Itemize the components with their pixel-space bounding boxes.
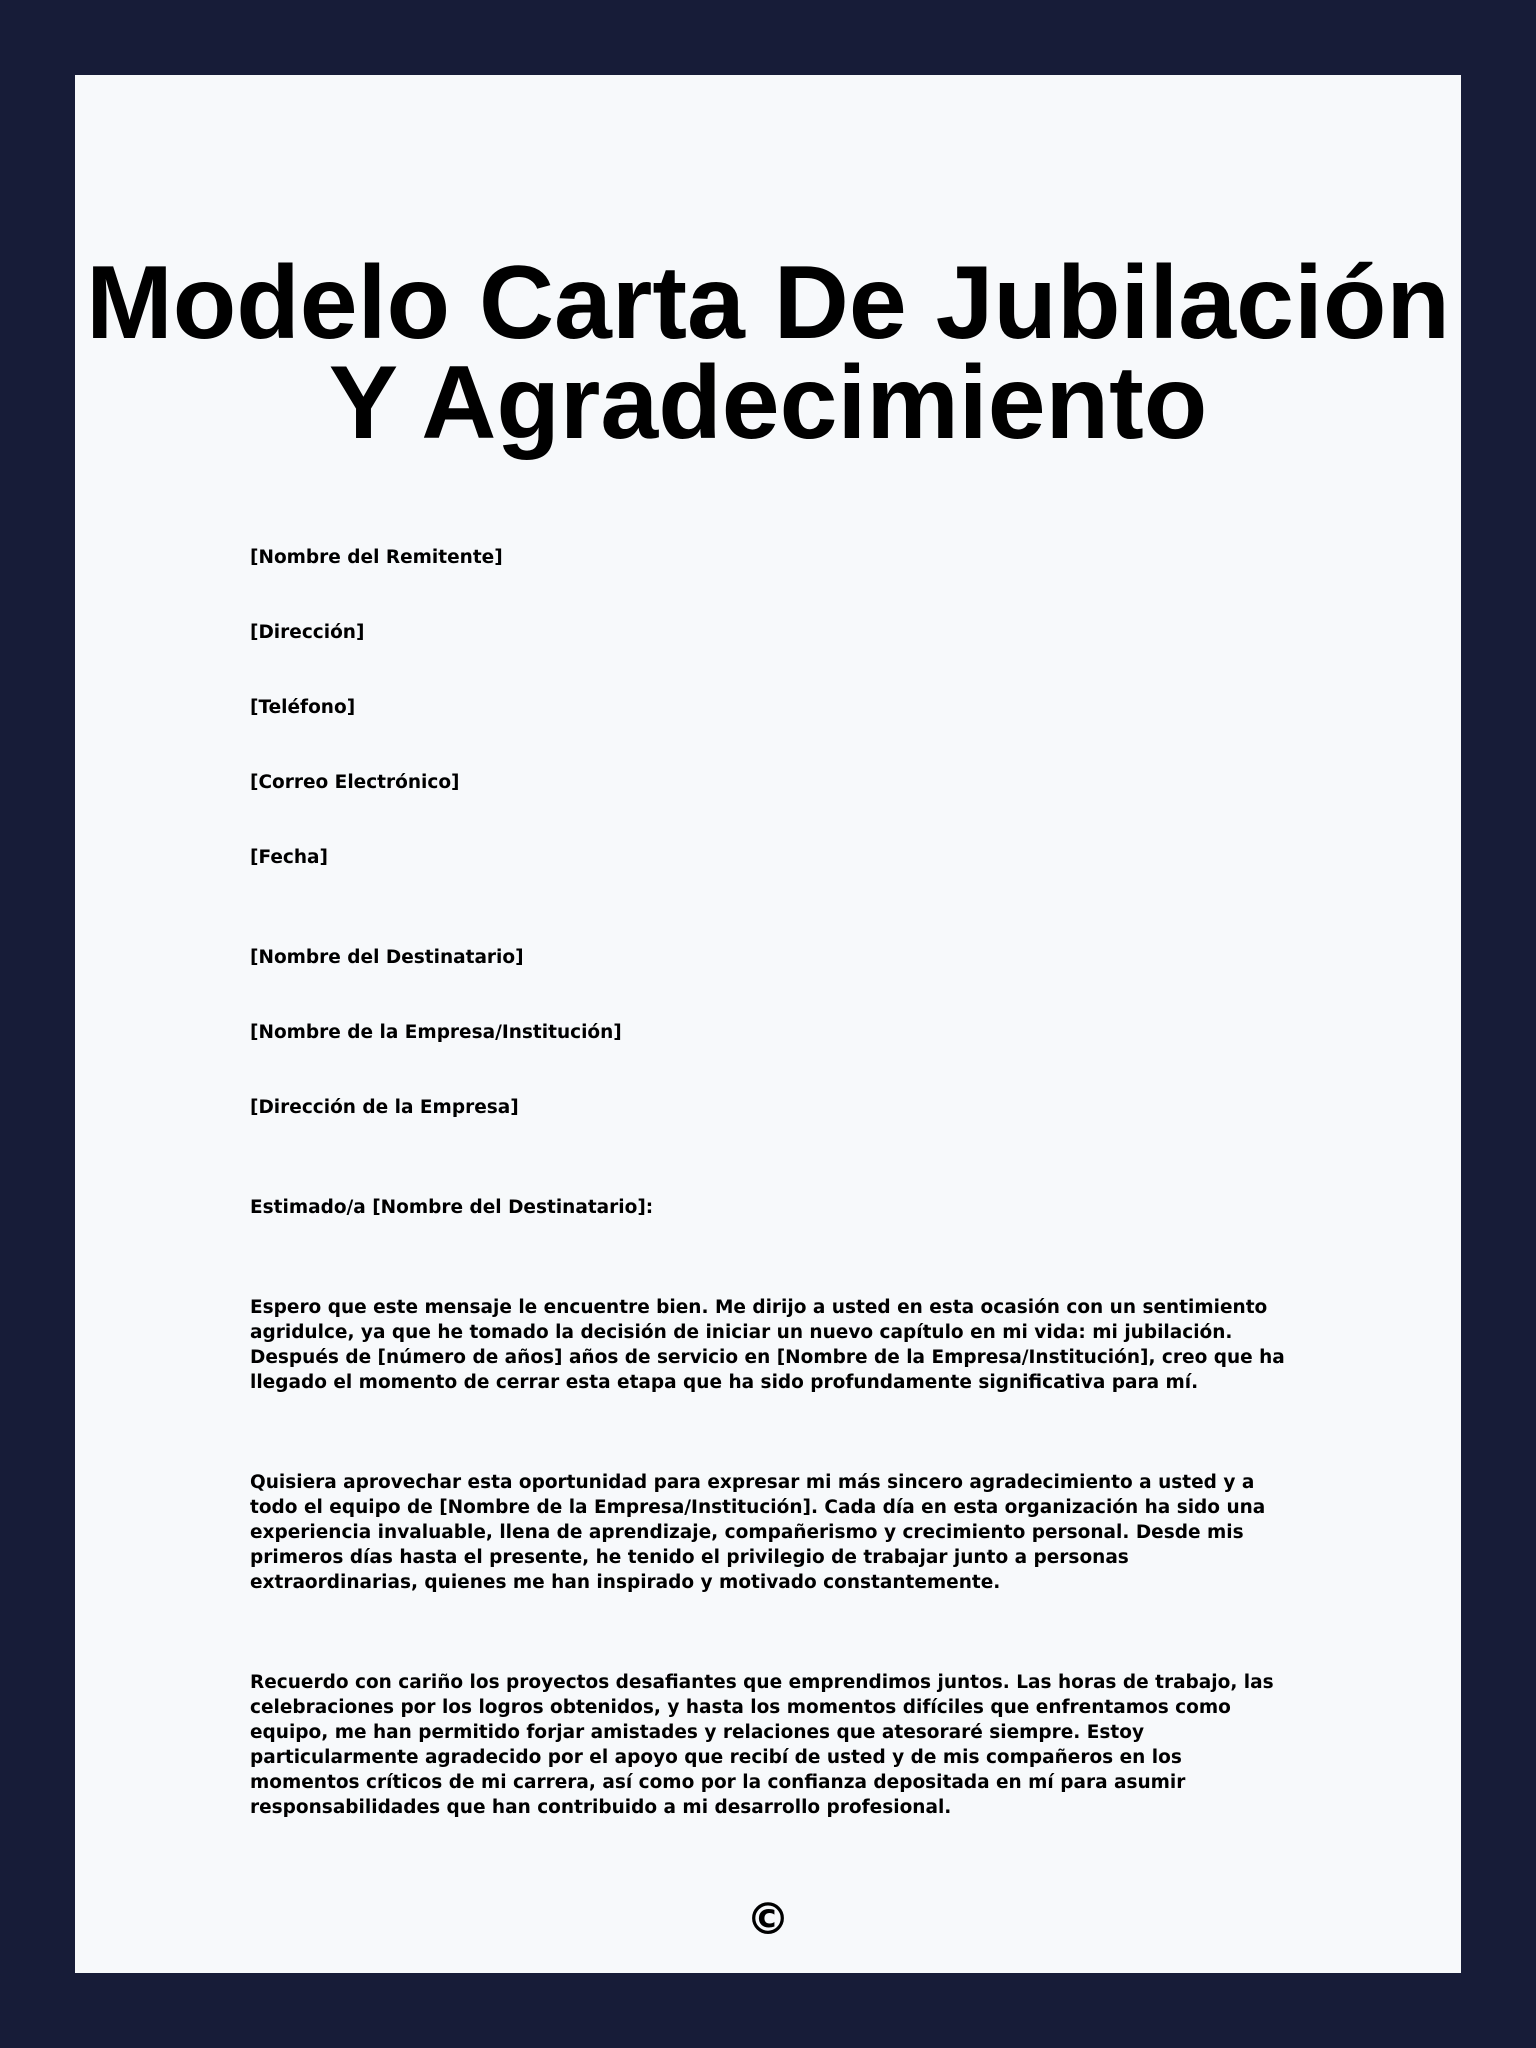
letter-body: [250, 545, 1290, 1895]
body-paragraph-1: Espero que este mensaje le encuentre bien. Me dirijo a usted en esta ocasión con un sentimiento agridulce, ya que he tomado la decisión de iniciar un nuevo capítulo en mi vida: mi jubilación. Después de [número de años] años de servicio en [Nombre de la Empresa/Institución], creo que ha llegado el momento de cerrar esta etapa que ha sido profundamente significativa para mí.: [250, 1297, 1285, 1393]
sender-phone: [Teléfono]: [250, 697, 356, 718]
letter-page: [75, 75, 1461, 1973]
page-title: Modelo Carta De Jubilación Y Agradecimiento: [86, 245, 1450, 461]
sender-address: [Dirección]: [250, 622, 365, 643]
recipient-address: [Dirección de la Empresa]: [250, 1097, 519, 1118]
greeting: Estimado/a [Nombre del Destinatario]:: [250, 1197, 654, 1218]
body-paragraph-3: Recuerdo con cariño los proyectos desafiantes que emprendimos juntos. Las horas de trabajo, las celebraciones por los logros obtenidos, y hasta los momentos difíciles que enfrentamos como equipo, me han permitido forjar amistades y relaciones que atesoraré siempre. Estoy particularmente agradecido por el apoyo que recibí de usted y de mis compañeros en los momentos críticos de mi carrera, así como por la confianza depositada en mí para asumir responsabilidades que han contribuido a mi desarrollo profesional.: [250, 1672, 1274, 1818]
copyright-icon: ©: [746, 1894, 790, 1945]
letter-date: [Fecha]: [250, 847, 328, 868]
sender-name: [Nombre del Remitente]: [250, 547, 503, 568]
sender-email: [Correo Electrónico]: [250, 772, 460, 793]
sender-block: [250, 545, 1290, 870]
recipient-block: [250, 945, 1290, 1120]
body-paragraph-2: Quisiera aprovechar esta oportunidad para expresar mi más sincero agradecimiento a usted y a todo el equipo de [Nombre de la Empresa/Institución]. Cada día en esta organización ha sido una experiencia invaluable, llena de aprendizaje, compañerismo y crecimiento personal. Desde mis primeros días hasta el presente, he tenido el privilegio de trabajar junto a personas extraordinarias, quienes me han inspirado y motivado constantemente.: [250, 1472, 1266, 1593]
recipient-company: [Nombre de la Empresa/Institución]: [250, 1022, 622, 1043]
recipient-name: [Nombre del Destinatario]: [250, 947, 524, 968]
